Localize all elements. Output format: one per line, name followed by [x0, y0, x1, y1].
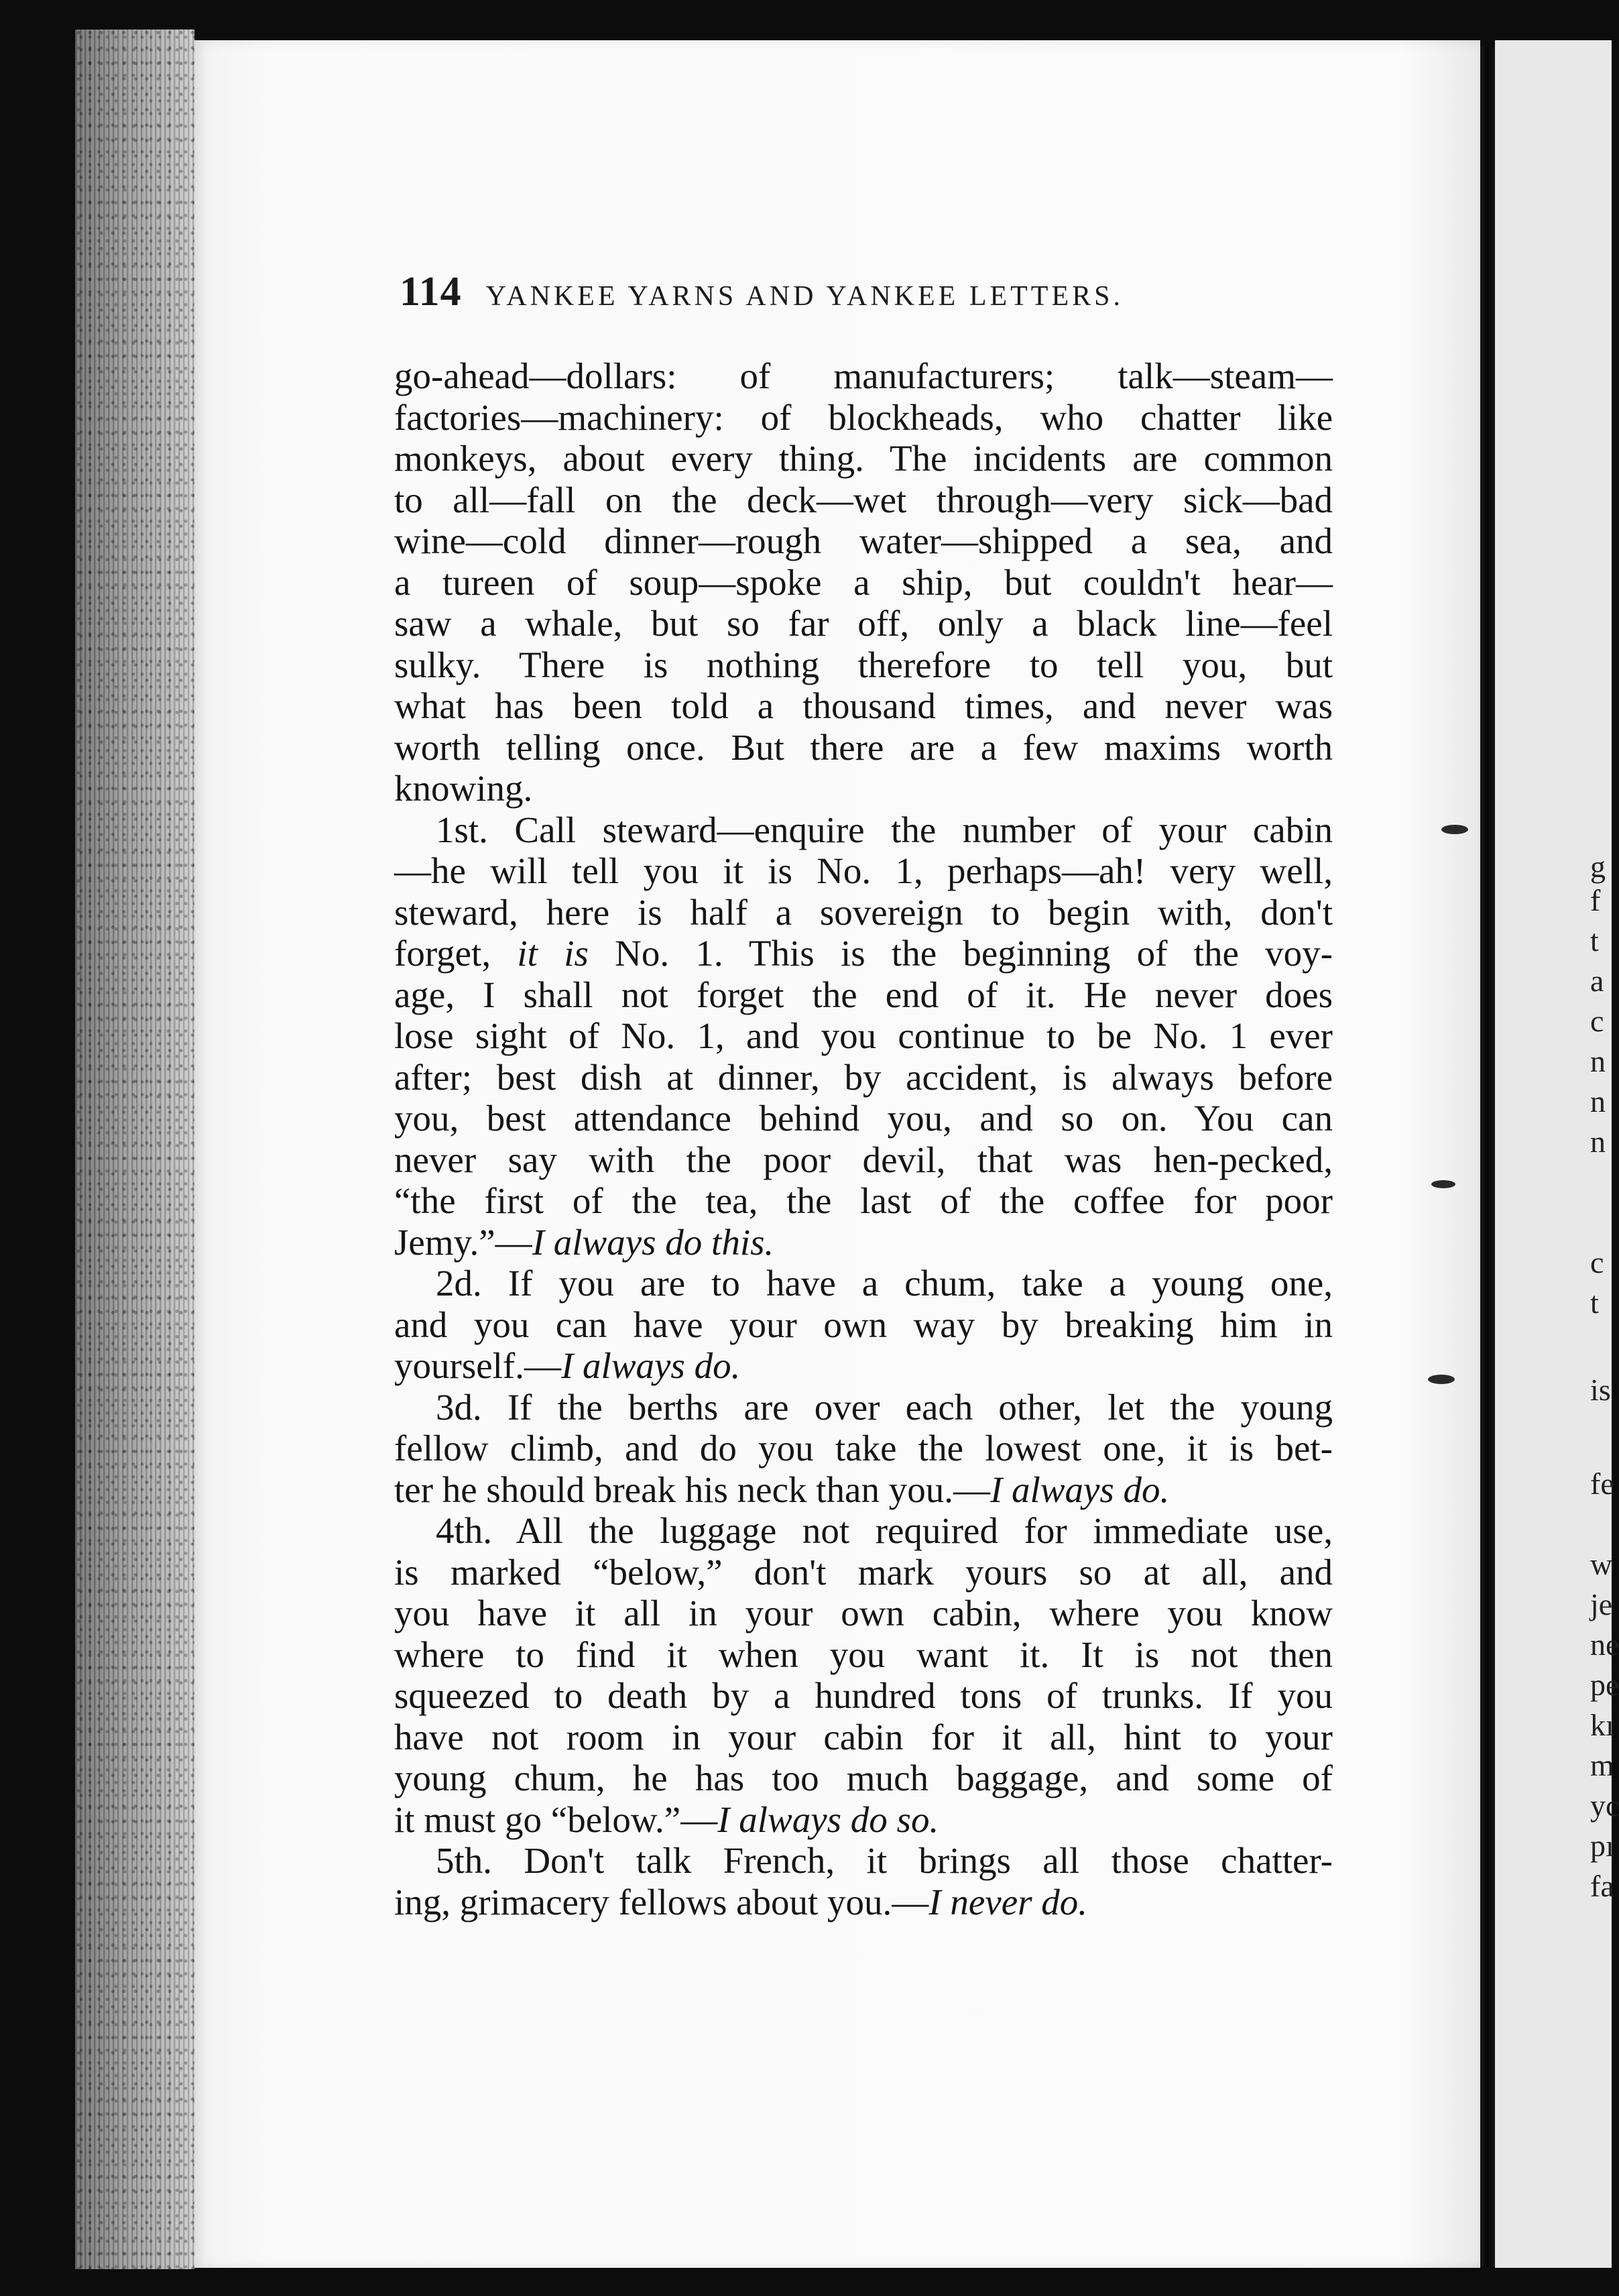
italic-phrase: I always do.	[990, 1469, 1170, 1510]
italic-phrase: I always do so.	[717, 1798, 939, 1840]
facing-page-fragment: c	[1590, 1245, 1604, 1279]
text-line: wine—cold dinner—rough water—shipped a sea, and	[394, 520, 1333, 561]
text-line: after; best dish at dinner, by accident, is always before	[394, 1056, 1333, 1098]
running-title: YANKEE YARNS AND YANKEE LETTERS.	[485, 281, 1124, 312]
text-line: 5th. Don't talk French, it brings all those chatter-	[436, 1840, 1333, 1881]
facing-page-fragment: fe	[1590, 1467, 1614, 1501]
facing-page-fragment: yc	[1590, 1788, 1619, 1823]
book-spine	[1480, 47, 1495, 2266]
page-number: 114	[400, 269, 462, 314]
text-line: is marked “below,” don't mark yours so at all, and	[394, 1551, 1333, 1593]
ink-smudge	[1431, 1180, 1455, 1188]
text-line: to all—fall on the deck—wet through—very sick—bad	[394, 479, 1333, 520]
text-line: saw a whale, but so far off, only a black line—feel	[394, 603, 1333, 644]
facing-page-fragment: m	[1590, 1748, 1614, 1782]
facing-page-fragment: pı	[1590, 1829, 1614, 1863]
text-line: steward, here is half a sovereign to begin with, don't	[394, 891, 1333, 933]
text-line: knowing.	[394, 768, 533, 809]
text-line: have not room in your cabin for it all, hint to your	[394, 1716, 1333, 1758]
facing-page-fragment: je	[1590, 1587, 1613, 1621]
italic-phrase: I never do.	[928, 1881, 1088, 1922]
text-line: forget, it is No. 1. This is the beginning of the voy-	[394, 933, 1333, 974]
text-line: ing, grimacery fellows about you.—I never do.	[394, 1881, 1088, 1922]
facing-page-fragment: kı	[1590, 1708, 1614, 1742]
text-line: yourself.—I always do.	[394, 1345, 741, 1386]
text-line: 1st. Call steward—enquire the number of your cabin	[436, 809, 1333, 850]
facing-page-fragment: n	[1590, 1084, 1606, 1118]
running-head	[400, 268, 1248, 316]
text-line: monkeys, about every thing. The incidents are common	[394, 438, 1333, 479]
italic-phrase: I always do.	[560, 1345, 741, 1386]
italic-phrase: I always do this.	[532, 1221, 774, 1263]
text-line: lose sight of No. 1, and you continue to be No. 1 ever	[394, 1015, 1333, 1056]
body-text	[394, 355, 1333, 1922]
text-line: squeezed to death by a hundred tons of trunks. If you	[394, 1675, 1333, 1716]
text-line: 4th. All the luggage not required for immediate use,	[436, 1510, 1333, 1551]
facing-page-fragment: w	[1590, 1547, 1613, 1581]
page-edge-stack	[75, 30, 194, 2269]
text-line: and you can have your own way by breaking him in	[394, 1304, 1333, 1345]
text-line: factories—machinery: of blockheads, who chatter like	[394, 396, 1333, 438]
text-line: you, best attendance behind you, and so on. You can	[394, 1098, 1333, 1139]
facing-page-fragment: t	[1590, 1285, 1599, 1320]
text-line: go-ahead—dollars: of manufacturers; talk—steam—	[394, 355, 1333, 396]
text-line: what has been told a thousand times, and never was	[394, 685, 1333, 726]
facing-page-fragment: t	[1590, 923, 1599, 958]
text-line: sulky. There is nothing therefore to tell you, but	[394, 644, 1333, 685]
italic-phrase: it is	[517, 933, 589, 974]
text-line: never say with the poor devil, that was hen-pecked,	[394, 1139, 1333, 1180]
text-line: age, I shall not forget the end of it. He never does	[394, 974, 1333, 1015]
text-line: “the first of the tea, the last of the coffee for poor	[394, 1180, 1333, 1221]
text-line: 2d. If you are to have a chum, take a young one,	[436, 1263, 1333, 1304]
facing-page-fragment: pe	[1590, 1668, 1619, 1702]
text-line: ter he should break his neck than you.—I always do.	[394, 1469, 1170, 1510]
text-line: a tureen of soup—spoke a ship, but couldn't hear—	[394, 561, 1333, 603]
facing-page-fragment: f	[1590, 883, 1601, 917]
facing-page-fragment: g	[1590, 850, 1606, 884]
facing-page-fragment: a	[1590, 964, 1604, 998]
text-line: Jemy.”—I always do this.	[394, 1221, 774, 1263]
text-line: fellow climb, and do you take the lowest one, it is bet-	[394, 1428, 1333, 1469]
ink-smudge	[1428, 1375, 1455, 1384]
text-line: it must go “below.”—I always do so.	[394, 1798, 939, 1840]
facing-page-fragment: n	[1590, 1044, 1606, 1078]
text-line: 3d. If the berths are over each other, let the young	[436, 1386, 1333, 1428]
facing-page-fragment: fa	[1590, 1869, 1614, 1903]
text-line: —he will tell you it is No. 1, perhaps—ah! very well,	[394, 850, 1333, 891]
text-line: young chum, he has too much baggage, and some of	[394, 1758, 1333, 1798]
facing-page-fragment: c	[1590, 1004, 1604, 1038]
facing-page-fragment: n	[1590, 1125, 1606, 1159]
ink-smudge	[1441, 825, 1468, 834]
text-line: where to find it when you want it. It is not then	[394, 1633, 1333, 1675]
facing-page-fragment: ne	[1590, 1627, 1619, 1662]
text-line: you have it all in your own cabin, where you know	[394, 1593, 1333, 1633]
text-line: worth telling once. But there are a few maxims worth	[394, 726, 1333, 768]
facing-page-fragment: is	[1590, 1373, 1611, 1407]
